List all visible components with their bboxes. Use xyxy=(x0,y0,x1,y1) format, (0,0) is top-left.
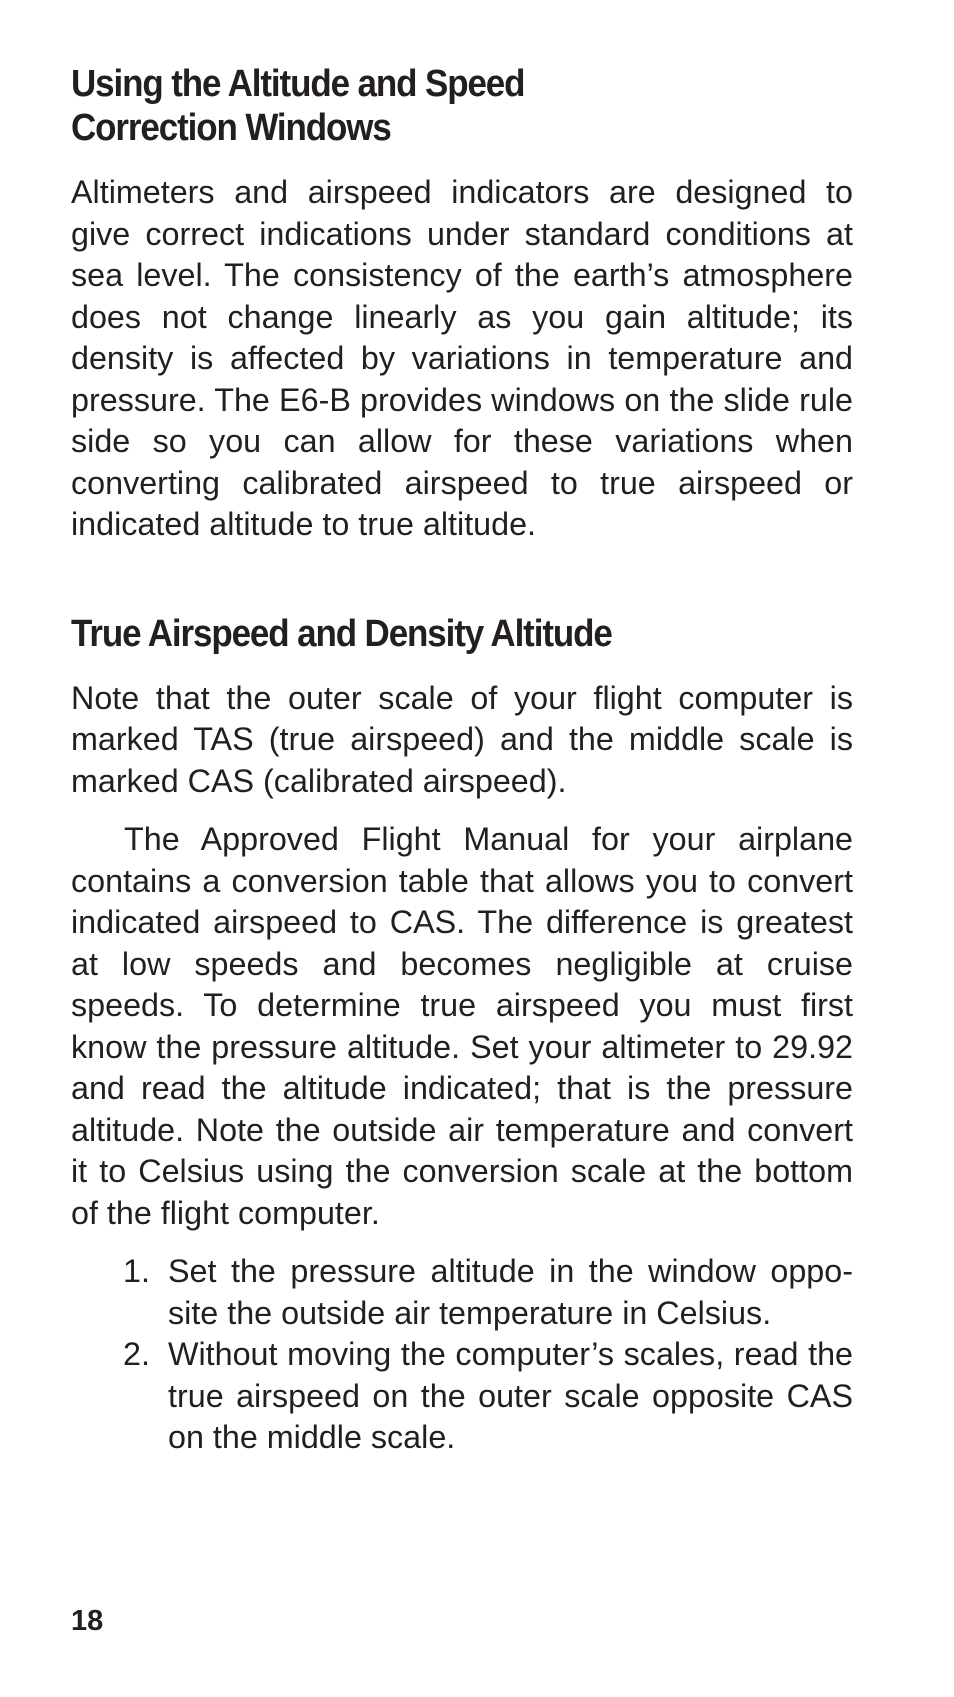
page-number: 18 xyxy=(71,1605,104,1637)
steps-list xyxy=(71,1251,853,1459)
manual-page xyxy=(71,62,853,1459)
scale-note-paragraph: Note that the outer scale of your flight computer is marked TAS (true airspeed) and the middle scale is marked CAS (calibrated airspeed). xyxy=(71,679,853,799)
section-heading-correction-windows xyxy=(71,62,790,150)
step-text: Without moving the computer’s scales, read the true airspeed on the outer scale opposite CAS on the middle scale. xyxy=(168,1336,853,1455)
heading-line-2: Correction Windows xyxy=(71,107,391,149)
procedure-paragraph: The Approved Flight Manual for your airplane contains a conversion table that allows you to convert indicated airspeed to CAS. The difference is greatest at low speeds and becomes negligible at cruise speeds. To determine true airspeed you must first know the pressure altitude. Set your altimeter to 29.92 and read the altitude indicated; that is the pressure altitude. Note the outside air temperature and convert it to Celsius using the conversion scale at the bottom of the flight computer. xyxy=(71,821,853,1231)
list-item xyxy=(71,1251,853,1334)
section-heading-true-airspeed: True Airspeed and Density Altitude xyxy=(71,612,612,655)
intro-paragraph: Altimeters and airspeed indicators are designed to give correct indications under standard conditions at sea level. The consistency of the earth’s atmosphere does not change linearly as you gain altitude; its density is affected by variations in temperature and pressure. The E6-B provides windows on the slide rule side so you can allow for these variations when converting calibrated airspeed to true airspeed or indicated altitude to true altitude. xyxy=(71,174,853,542)
heading-line-1: Using the Altitude and Speed xyxy=(71,63,525,105)
step-number: 1. xyxy=(123,1253,150,1289)
list-item xyxy=(71,1334,853,1459)
step-number: 2. xyxy=(123,1336,150,1372)
step-text: Set the pressure altitude in the window opposite the outside air temperature in Celsius. xyxy=(168,1253,853,1331)
